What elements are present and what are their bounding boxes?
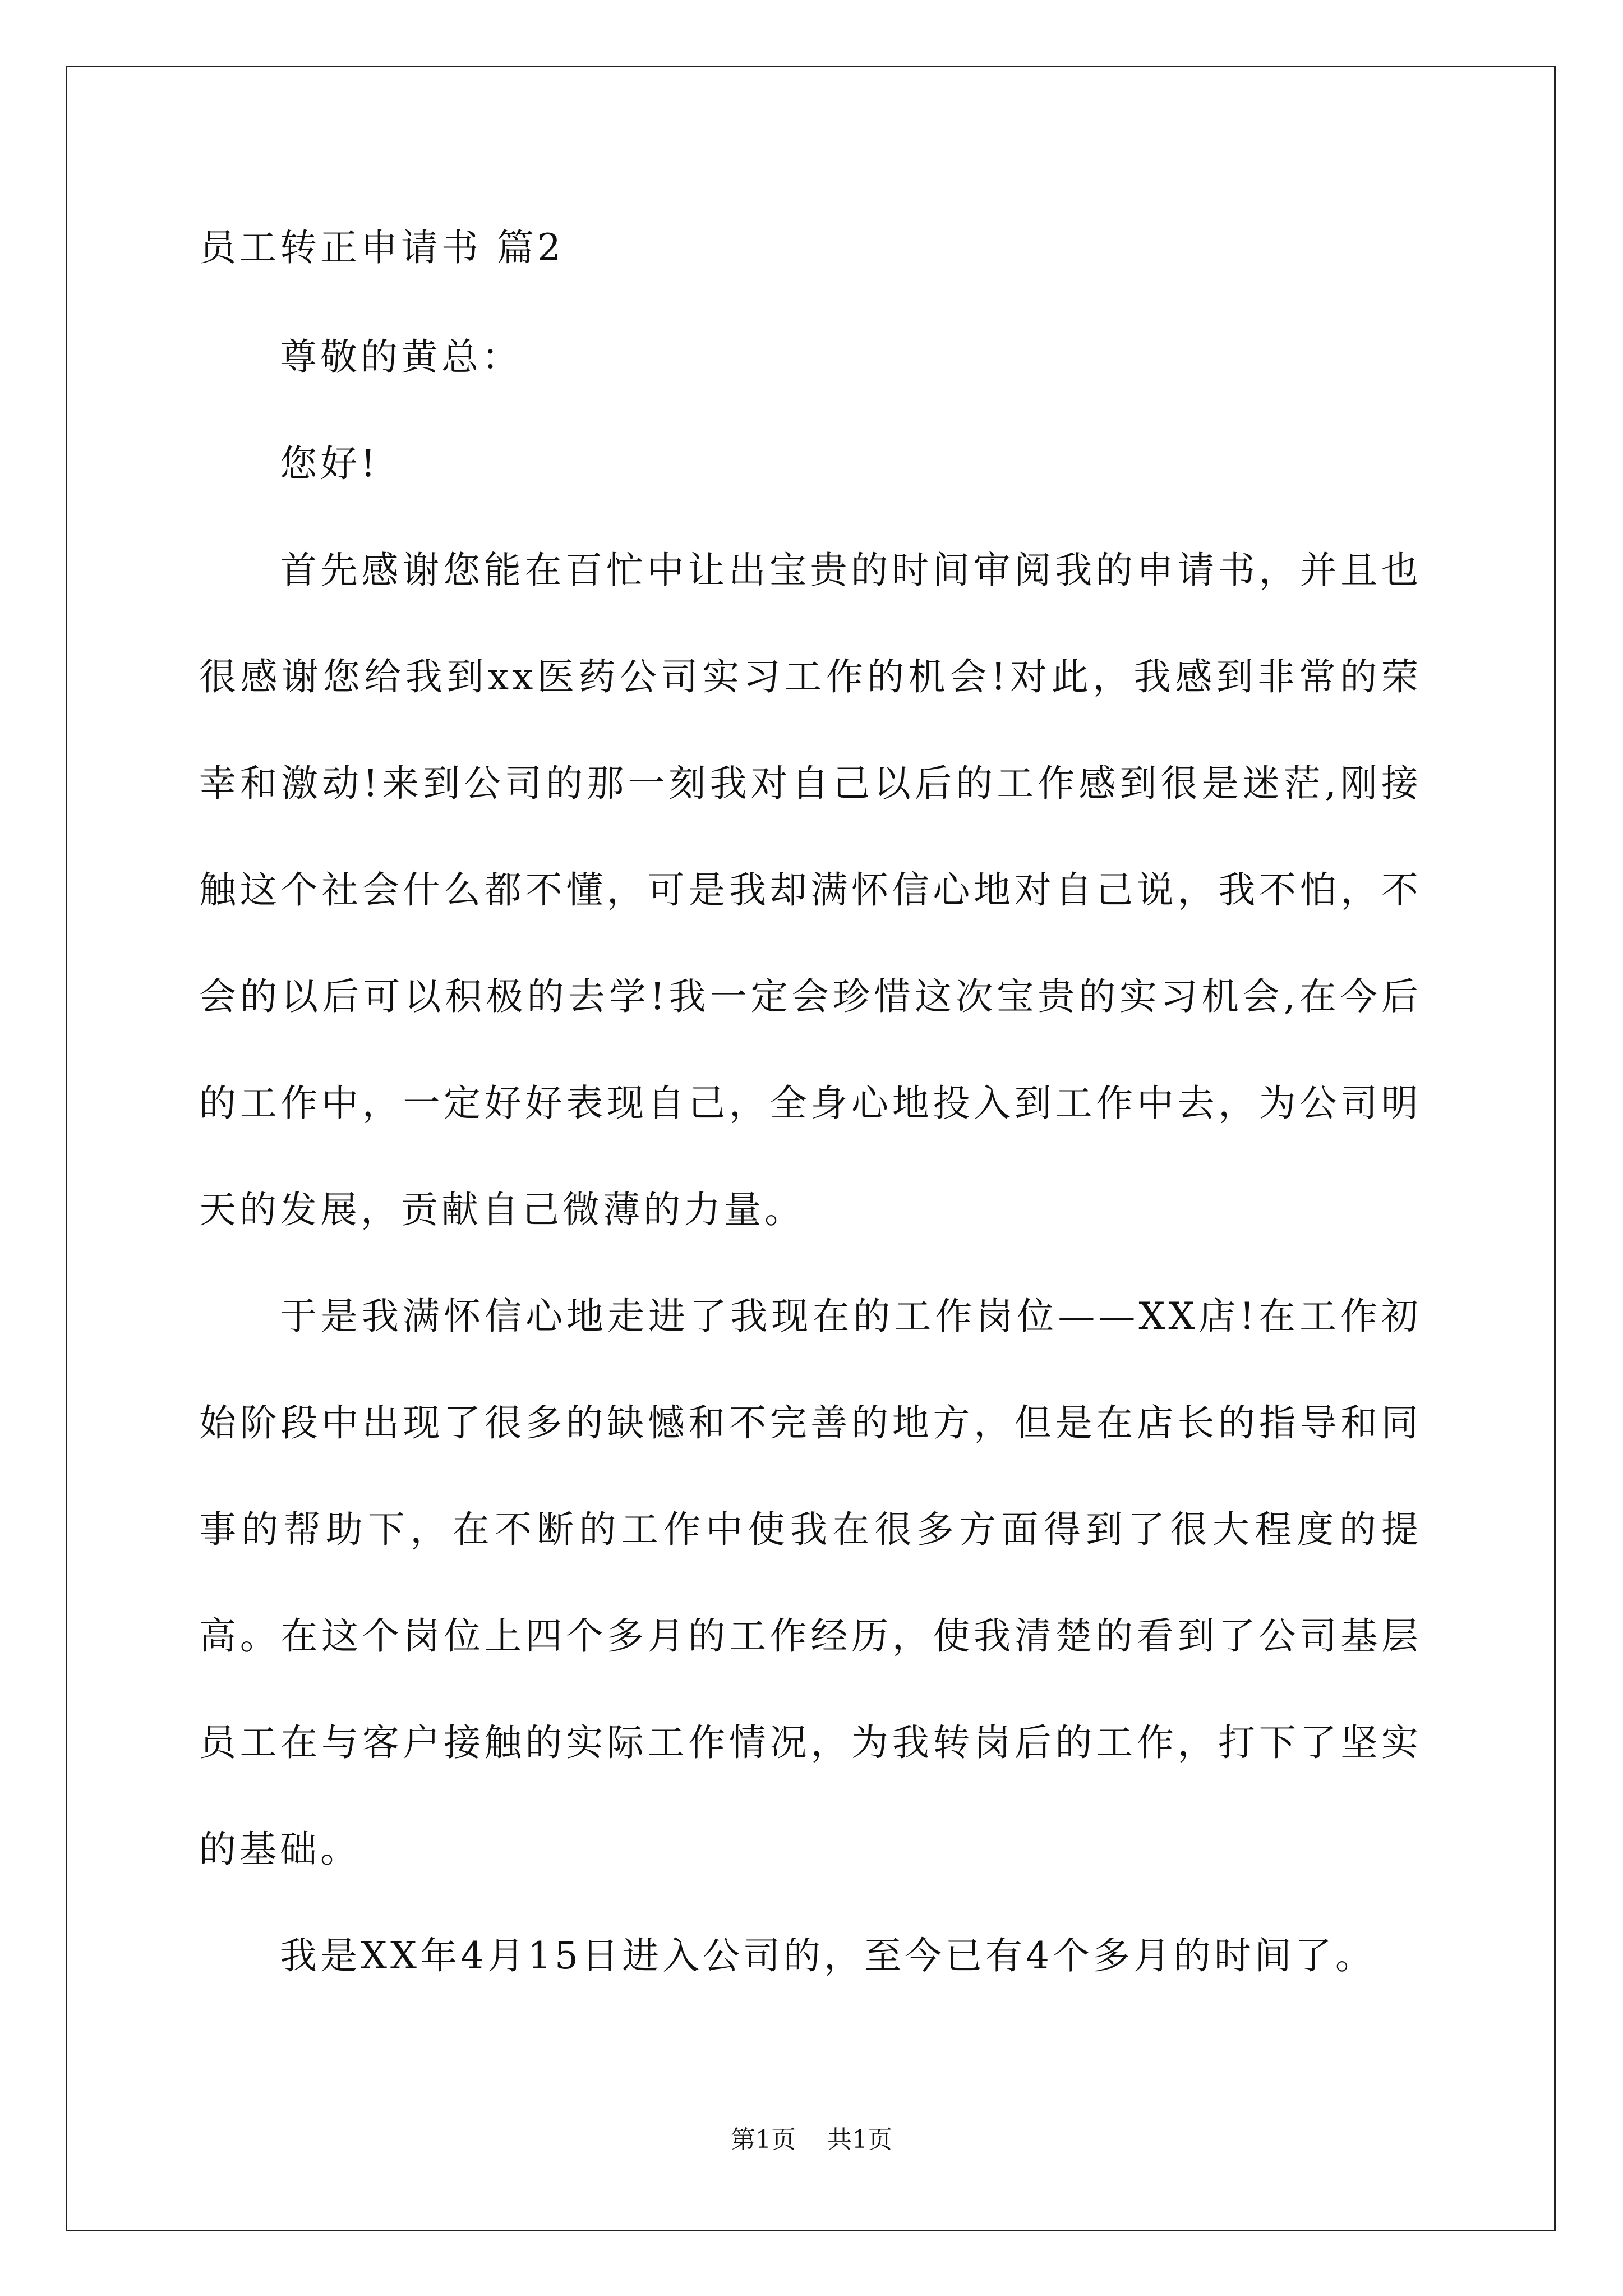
greeting: 您好! [280,442,379,485]
paragraph-2: 于是我满怀信心地走进了我现在的工作岗位——XX店!在工作初始阶段中出现了很多的缺憾和不完善的地方，但是在店长的指导和同事的帮助下，在不断的工作中使我在很多方面得到了很大程度的提高。在这个岗位上四个多月的工作经历，使我清楚的看到了公司基层员工在与客户接触的实际工作情况，为我转岗后的工作，打下了坚实的基础。 [199,1295,1422,1871]
paragraph-1: 首先感谢您能在百忙中让出宝贵的时间审阅我的申请书，并且也很感谢您给我到xx医药公司实习工作的机会!对此，我感到非常的荣幸和激动!来到公司的那一刻我对自己以后的工作感到很是迷茫,刚接触这个社会什么都不懂，可是我却满怀信心地对自己说，我不怕，不会的以后可以积极的去学!我一定会珍惜这次宝贵的实习机会,在今后的工作中，一定好好表现自己，全身心地投入到工作中去，为公司明天的发展，贡献自己微薄的力量。 [199,549,1422,1231]
document-title: 员工转正申请书 篇2 [199,226,564,269]
paragraph-3: 我是XX年4月15日进入公司的，至今已有4个多月的时间了。 [280,1934,1376,1977]
salutation: 尊敬的黄总： [280,335,522,379]
document-body [199,220,1422,2009]
page-footer: 第1页 共1页 [731,2125,892,2154]
